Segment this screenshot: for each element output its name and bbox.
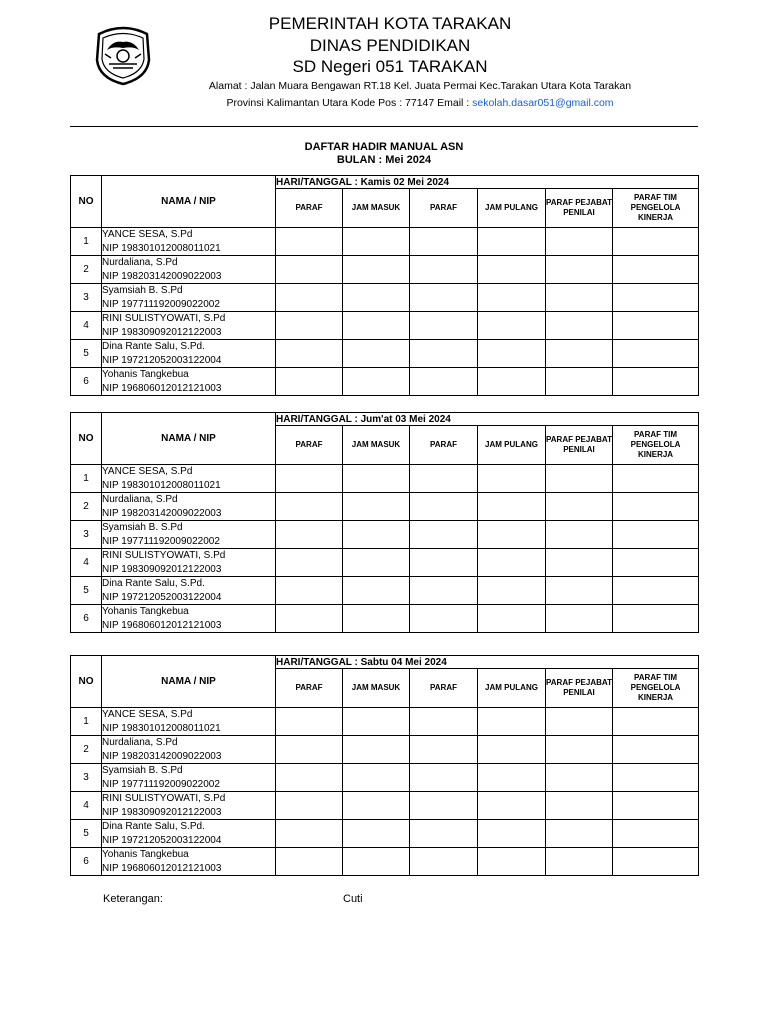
col-nama-nip: NAMA / NIP (102, 656, 276, 708)
row-number: 5 (71, 340, 102, 368)
table-row (71, 577, 699, 605)
staff-name: RINI SULISTYOWATI, S.Pd (102, 313, 226, 324)
signature-cell[interactable] (343, 465, 410, 493)
signature-cell[interactable] (613, 605, 699, 633)
signature-cell[interactable] (410, 340, 478, 368)
col-paraf-tim: PARAF TIM PENGELOLA KINERJA (613, 669, 699, 708)
staff-cell (102, 549, 276, 577)
attendance-table (70, 175, 699, 396)
signature-cell[interactable] (276, 820, 343, 848)
staff-name: Yohanis Tangkebua (102, 606, 189, 617)
signature-cell[interactable] (410, 549, 478, 577)
table-row (71, 708, 699, 736)
staff-nip: NIP 197212052003122004 (102, 834, 222, 846)
signature-cell[interactable] (343, 368, 410, 396)
signature-cell[interactable] (613, 736, 699, 764)
signature-cell[interactable] (613, 256, 699, 284)
staff-name: Yohanis Tangkebua (102, 369, 189, 380)
row-number: 6 (71, 368, 102, 396)
signature-cell[interactable] (478, 736, 546, 764)
staff-nip: NIP 198203142009022003 (102, 750, 222, 762)
staff-nip: NIP 197711192009022002 (102, 535, 220, 547)
col-paraf-pejabat: PARAF PEJABAT PENILAI (546, 669, 613, 708)
signature-cell[interactable] (276, 256, 343, 284)
staff-nip: NIP 198309092012122003 (102, 806, 222, 818)
signature-cell[interactable] (343, 549, 410, 577)
signature-cell[interactable] (276, 312, 343, 340)
signature-cell[interactable] (343, 708, 410, 736)
email-link[interactable]: sekolah.dasar051@gmail.com (472, 97, 614, 109)
signature-cell[interactable] (276, 465, 343, 493)
staff-name: YANCE SESA, S.Pd (102, 229, 193, 240)
signature-cell[interactable] (613, 312, 699, 340)
attendance-table (70, 655, 699, 876)
staff-name: YANCE SESA, S.Pd (102, 466, 193, 477)
signature-cell[interactable] (343, 820, 410, 848)
signature-cell[interactable] (343, 493, 410, 521)
staff-name: Syamsiah B. S.Pd (102, 765, 183, 776)
col-paraf-in: PARAF (276, 189, 343, 228)
signature-cell[interactable] (613, 368, 699, 396)
staff-name: RINI SULISTYOWATI, S.Pd (102, 793, 226, 804)
signature-cell[interactable] (546, 340, 613, 368)
col-jam-pulang: JAM PULANG (478, 189, 546, 228)
attendance-table (70, 412, 699, 633)
signature-cell[interactable] (410, 848, 478, 876)
signature-cell[interactable] (478, 521, 546, 549)
signature-cell[interactable] (410, 792, 478, 820)
signature-cell[interactable] (410, 312, 478, 340)
signature-cell[interactable] (478, 312, 546, 340)
signature-cell[interactable] (276, 228, 343, 256)
staff-cell (102, 792, 276, 820)
signature-cell[interactable] (276, 521, 343, 549)
table-row (71, 792, 699, 820)
signature-cell[interactable] (546, 792, 613, 820)
signature-cell[interactable] (478, 820, 546, 848)
signature-cell[interactable] (276, 340, 343, 368)
col-jam-pulang: JAM PULANG (478, 426, 546, 465)
signature-cell[interactable] (276, 368, 343, 396)
staff-name: Dina Rante Salu, S.Pd. (102, 821, 205, 832)
signature-cell[interactable] (613, 764, 699, 792)
signature-cell[interactable] (410, 465, 478, 493)
signature-cell[interactable] (410, 577, 478, 605)
row-number: 2 (71, 493, 102, 521)
table-row (71, 312, 699, 340)
signature-cell[interactable] (410, 708, 478, 736)
signature-cell[interactable] (343, 312, 410, 340)
table-row (71, 493, 699, 521)
signature-cell[interactable] (410, 764, 478, 792)
staff-cell (102, 256, 276, 284)
row-number: 1 (71, 465, 102, 493)
signature-cell[interactable] (546, 284, 613, 312)
row-number: 3 (71, 284, 102, 312)
school-address: Alamat : Jalan Muara Bengawan RT.18 Kel. Juata Permai Kec.Tarakan Utara Kota Tarakan (208, 80, 632, 92)
signature-cell[interactable] (613, 549, 699, 577)
staff-cell (102, 465, 276, 493)
keterangan-label: Keterangan: (103, 893, 163, 905)
tarakan-city-emblem-icon (93, 20, 153, 86)
signature-cell[interactable] (546, 736, 613, 764)
signature-cell[interactable] (343, 848, 410, 876)
staff-cell (102, 368, 276, 396)
signature-cell[interactable] (410, 493, 478, 521)
signature-cell[interactable] (546, 521, 613, 549)
staff-nip: NIP 197711192009022002 (102, 298, 220, 310)
staff-nip: NIP 198301012008011021 (102, 242, 221, 254)
signature-cell[interactable] (410, 605, 478, 633)
signature-cell[interactable] (343, 228, 410, 256)
department-name: DINAS PENDIDIKAN (309, 36, 471, 55)
staff-name: YANCE SESA, S.Pd (102, 709, 193, 720)
signature-cell[interactable] (546, 465, 613, 493)
col-paraf-out: PARAF (410, 669, 478, 708)
government-name: PEMERINTAH KOTA TARAKAN (268, 14, 512, 33)
row-number: 3 (71, 764, 102, 792)
document-title: DAFTAR HADIR MANUAL ASN (304, 141, 464, 153)
signature-cell[interactable] (546, 549, 613, 577)
signature-cell[interactable] (613, 284, 699, 312)
signature-cell[interactable] (478, 708, 546, 736)
day-label: HARI/TANGGAL : Kamis 02 Mei 2024 (276, 176, 699, 189)
col-paraf-pejabat: PARAF PEJABAT PENILAI (546, 189, 613, 228)
table-row (71, 256, 699, 284)
staff-nip: NIP 198309092012122003 (102, 563, 222, 575)
signature-cell[interactable] (478, 764, 546, 792)
staff-name: Syamsiah B. S.Pd (102, 285, 183, 296)
staff-cell (102, 764, 276, 792)
table-row (71, 368, 699, 396)
signature-cell[interactable] (343, 736, 410, 764)
staff-nip: NIP 196806012012121003 (102, 862, 222, 874)
signature-cell[interactable] (343, 764, 410, 792)
signature-cell[interactable] (478, 228, 546, 256)
signature-cell[interactable] (613, 493, 699, 521)
signature-cell[interactable] (478, 605, 546, 633)
signature-cell[interactable] (613, 465, 699, 493)
signature-cell[interactable] (478, 368, 546, 396)
signature-cell[interactable] (410, 256, 478, 284)
signature-cell[interactable] (613, 577, 699, 605)
signature-cell[interactable] (276, 284, 343, 312)
staff-nip: NIP 198203142009022003 (102, 507, 222, 519)
row-number: 2 (71, 256, 102, 284)
col-paraf-out: PARAF (410, 426, 478, 465)
day-label: HARI/TANGGAL : Jum'at 03 Mei 2024 (276, 413, 699, 426)
staff-name: Yohanis Tangkebua (102, 849, 189, 860)
signature-cell[interactable] (410, 368, 478, 396)
staff-cell (102, 228, 276, 256)
province-line (150, 97, 690, 109)
signature-cell[interactable] (343, 340, 410, 368)
signature-cell[interactable] (478, 549, 546, 577)
signature-cell[interactable] (410, 521, 478, 549)
staff-nip: NIP 198203142009022003 (102, 270, 222, 282)
signature-cell[interactable] (276, 792, 343, 820)
signature-cell[interactable] (546, 368, 613, 396)
table-row (71, 605, 699, 633)
signature-cell[interactable] (478, 848, 546, 876)
table-row (71, 764, 699, 792)
row-number: 1 (71, 708, 102, 736)
table-row (71, 848, 699, 876)
signature-cell[interactable] (343, 577, 410, 605)
staff-cell (102, 708, 276, 736)
table-row (71, 736, 699, 764)
signature-cell[interactable] (478, 493, 546, 521)
row-number: 4 (71, 792, 102, 820)
col-paraf-tim: PARAF TIM PENGELOLA KINERJA (613, 426, 699, 465)
table-row (71, 549, 699, 577)
signature-cell[interactable] (546, 848, 613, 876)
staff-name: RINI SULISTYOWATI, S.Pd (102, 550, 226, 561)
col-nama-nip: NAMA / NIP (102, 413, 276, 465)
staff-nip: NIP 197212052003122004 (102, 591, 222, 603)
signature-cell[interactable] (546, 577, 613, 605)
signature-cell[interactable] (276, 848, 343, 876)
signature-cell[interactable] (410, 820, 478, 848)
col-paraf-out: PARAF (410, 189, 478, 228)
row-number: 6 (71, 605, 102, 633)
signature-cell[interactable] (410, 228, 478, 256)
signature-cell[interactable] (276, 493, 343, 521)
col-jam-pulang: JAM PULANG (478, 669, 546, 708)
signature-cell[interactable] (546, 493, 613, 521)
signature-cell[interactable] (343, 605, 410, 633)
signature-cell[interactable] (546, 228, 613, 256)
signature-cell[interactable] (276, 764, 343, 792)
table-row (71, 340, 699, 368)
staff-cell (102, 312, 276, 340)
col-paraf-in: PARAF (276, 426, 343, 465)
signature-cell[interactable] (343, 284, 410, 312)
col-no: NO (71, 656, 102, 708)
staff-name: Nurdaliana, S.Pd (102, 737, 178, 748)
staff-cell (102, 605, 276, 633)
staff-cell (102, 736, 276, 764)
signature-cell[interactable] (276, 708, 343, 736)
col-jam-masuk: JAM MASUK (343, 669, 410, 708)
day-label: HARI/TANGGAL : Sabtu 04 Mei 2024 (276, 656, 699, 669)
signature-cell[interactable] (276, 577, 343, 605)
signature-cell[interactable] (276, 736, 343, 764)
signature-cell[interactable] (410, 284, 478, 312)
signature-cell[interactable] (613, 340, 699, 368)
signature-cell[interactable] (478, 792, 546, 820)
signature-cell[interactable] (613, 228, 699, 256)
signature-cell[interactable] (613, 521, 699, 549)
signature-cell[interactable] (410, 736, 478, 764)
row-number: 4 (71, 549, 102, 577)
signature-cell[interactable] (276, 605, 343, 633)
row-number: 6 (71, 848, 102, 876)
signature-cell[interactable] (546, 605, 613, 633)
staff-name: Syamsiah B. S.Pd (102, 522, 183, 533)
row-number: 2 (71, 736, 102, 764)
header-divider (70, 126, 698, 127)
staff-cell (102, 521, 276, 549)
signature-cell[interactable] (546, 708, 613, 736)
signature-cell[interactable] (478, 577, 546, 605)
staff-name: Dina Rante Salu, S.Pd. (102, 341, 205, 352)
staff-cell (102, 848, 276, 876)
table-row (71, 284, 699, 312)
signature-cell[interactable] (613, 820, 699, 848)
signature-cell[interactable] (478, 465, 546, 493)
signature-cell[interactable] (343, 792, 410, 820)
row-number: 1 (71, 228, 102, 256)
signature-cell[interactable] (276, 549, 343, 577)
table-row (71, 820, 699, 848)
staff-nip: NIP 197711192009022002 (102, 778, 220, 790)
staff-name: Nurdaliana, S.Pd (102, 494, 178, 505)
staff-nip: NIP 198309092012122003 (102, 326, 222, 338)
signature-cell[interactable] (478, 256, 546, 284)
staff-cell (102, 820, 276, 848)
signature-cell[interactable] (613, 792, 699, 820)
table-row (71, 521, 699, 549)
signature-cell[interactable] (478, 340, 546, 368)
table-row (71, 228, 699, 256)
staff-cell (102, 493, 276, 521)
signature-cell[interactable] (343, 256, 410, 284)
col-paraf-in: PARAF (276, 669, 343, 708)
staff-nip: NIP 198301012008011021 (102, 722, 221, 734)
signature-cell[interactable] (546, 256, 613, 284)
school-name: SD Negeri 051 TARAKAN (292, 57, 488, 76)
table-row (71, 465, 699, 493)
col-no: NO (71, 176, 102, 228)
cuti-label: Cuti (343, 893, 363, 905)
signature-cell[interactable] (546, 312, 613, 340)
staff-name: Dina Rante Salu, S.Pd. (102, 578, 205, 589)
col-nama-nip: NAMA / NIP (102, 176, 276, 228)
staff-cell (102, 284, 276, 312)
col-jam-masuk: JAM MASUK (343, 189, 410, 228)
signature-cell[interactable] (546, 764, 613, 792)
col-paraf-pejabat: PARAF PEJABAT PENILAI (546, 426, 613, 465)
signature-cell[interactable] (343, 521, 410, 549)
staff-cell (102, 340, 276, 368)
row-number: 4 (71, 312, 102, 340)
staff-nip: NIP 198301012008011021 (102, 479, 221, 491)
signature-cell[interactable] (546, 820, 613, 848)
province-text: Provinsi Kalimantan Utara Kode Pos : 77147 Email : (226, 97, 473, 109)
row-number: 5 (71, 820, 102, 848)
row-number: 5 (71, 577, 102, 605)
staff-nip: NIP 197212052003122004 (102, 354, 222, 366)
col-jam-masuk: JAM MASUK (343, 426, 410, 465)
month-label: BULAN : Mei 2024 (336, 154, 432, 166)
col-paraf-tim: PARAF TIM PENGELOLA KINERJA (613, 189, 699, 228)
staff-name: Nurdaliana, S.Pd (102, 257, 178, 268)
staff-nip: NIP 196806012012121003 (102, 382, 222, 394)
signature-cell[interactable] (478, 284, 546, 312)
signature-cell[interactable] (613, 708, 699, 736)
col-no: NO (71, 413, 102, 465)
signature-cell[interactable] (613, 848, 699, 876)
staff-cell (102, 577, 276, 605)
row-number: 3 (71, 521, 102, 549)
staff-nip: NIP 196806012012121003 (102, 619, 222, 631)
